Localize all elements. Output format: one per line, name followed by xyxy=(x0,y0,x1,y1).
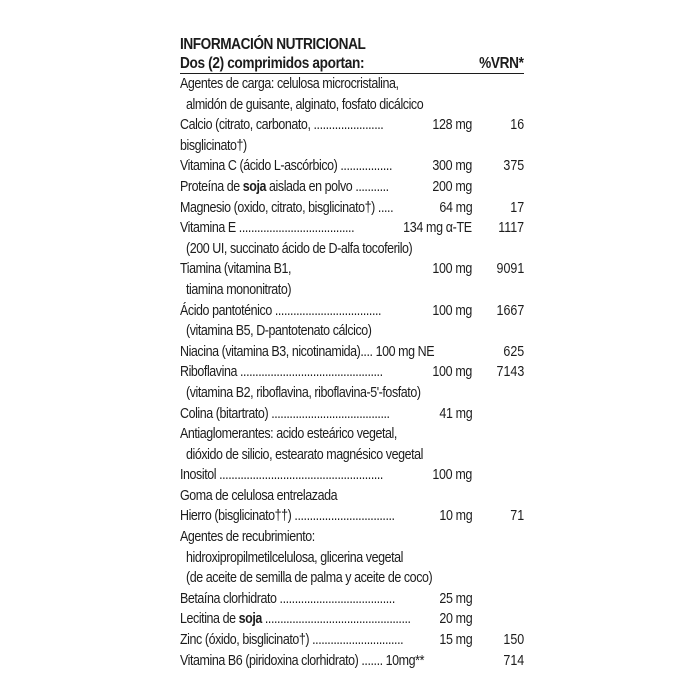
nutrient-label xyxy=(180,177,389,198)
nutrient-label-cont: tiamina mononitrato) xyxy=(186,281,292,298)
nutrient-label: Hierro (bisglicinato††) ................................. xyxy=(180,508,395,525)
nutrient-row xyxy=(180,651,524,672)
nutrient-label-cont: bisglicinato†) xyxy=(180,137,247,154)
label-part: Lecitina de xyxy=(180,611,239,628)
panel-title: INFORMACIÓN NUTRICIONAL xyxy=(180,36,366,53)
nutrient-label: Niacina (vitamina B3, nicotinamida).... 100 mg NE xyxy=(180,343,435,360)
allergen-highlight: soja xyxy=(238,611,262,628)
nutrient-amount: 128 mg xyxy=(432,117,472,134)
nutrient-row xyxy=(180,342,524,363)
nutrient-amount: 200 mg xyxy=(432,178,472,195)
nutrient-amount: 100 mg xyxy=(432,302,472,319)
nutrient-row xyxy=(180,486,524,507)
nutrient-row xyxy=(180,527,524,589)
nutrient-label: Agentes de carga: celulosa microcristalina, xyxy=(180,76,399,92)
nutrient-label: Vitamina B6 (piridoxina clorhidrato) ....... 10mg** xyxy=(180,652,424,669)
nutrient-label: Zinc (óxido, bisglicinato†) .............................. xyxy=(180,632,404,649)
label-part: aislada en polvo ........... xyxy=(266,178,389,195)
nutrient-amount: 100 mg xyxy=(432,364,472,381)
nutrient-row xyxy=(180,259,524,300)
nutrient-row xyxy=(180,301,524,342)
nutrient-vrn: 16 xyxy=(510,117,524,134)
nutrient-row xyxy=(180,74,524,115)
nutrient-amount: 300 mg xyxy=(432,158,472,175)
nutrient-row xyxy=(180,609,524,630)
nutrient-vrn: 7143 xyxy=(496,364,524,381)
nutrient-vrn: 150 xyxy=(503,632,524,649)
nutrient-label: Betaína clorhidrato ...................................... xyxy=(180,590,395,607)
nutrient-amount: 134 mg α-TE xyxy=(403,220,472,237)
nutrient-amount: 10 mg xyxy=(439,508,472,525)
nutrient-label-cont: (de aceite de semilla de palma y aceite de coco) xyxy=(186,570,433,587)
nutrient-label: Calcio (citrato, carbonato, ....................... xyxy=(180,117,384,134)
nutrient-row xyxy=(180,506,524,527)
nutrient-label: Magnesio (oxido, citrato, bisglicinato†) ..... xyxy=(180,199,394,216)
panel-subheader xyxy=(180,54,524,73)
nutrient-row xyxy=(180,156,524,177)
serving-label: Dos (2) comprimidos aportan: xyxy=(180,55,365,72)
nutrient-row xyxy=(180,630,524,651)
nutrient-row xyxy=(180,589,524,610)
nutrient-vrn: 1117 xyxy=(498,220,524,237)
nutrient-row xyxy=(180,362,524,403)
nutrient-vrn: 375 xyxy=(503,158,524,175)
nutrient-vrn: 9091 xyxy=(496,261,524,278)
nutrient-row xyxy=(180,115,524,156)
nutrient-row xyxy=(180,424,524,465)
nutrient-vrn: 17 xyxy=(510,199,524,216)
nutrient-amount: 100 mg xyxy=(432,467,472,484)
nutrient-vrn: 71 xyxy=(510,508,524,525)
label-part: ................................................ xyxy=(261,611,411,628)
nutrient-label: Ácido pantoténico ................................... xyxy=(180,302,382,319)
nutrient-label: Goma de celulosa entrelazada xyxy=(180,487,338,504)
nutrient-vrn: 714 xyxy=(503,652,524,669)
nutrient-row xyxy=(180,465,524,486)
nutrient-label: Agentes de recubrimiento: xyxy=(180,529,315,546)
nutrient-label-cont: (vitamina B2, riboflavina, riboflavina-5'-fosfato) xyxy=(186,384,421,401)
label-part: Proteína de xyxy=(180,178,243,195)
nutrient-label: Tiamina (vitamina B1, xyxy=(180,261,292,278)
nutrient-label-cont: (vitamina B5, D-pantotenato cálcico) xyxy=(186,323,372,340)
nutrient-label xyxy=(180,609,411,630)
nutrient-label: Colina (bitartrato) ....................................... xyxy=(180,405,390,422)
nutrient-label: Antiaglomerantes: acido esteárico vegetal, xyxy=(180,426,397,443)
nutrient-vrn: 1667 xyxy=(496,302,524,319)
nutrient-row xyxy=(180,198,524,219)
nutrient-label-cont: dióxido de silicio, estearato magnésico vegetal xyxy=(186,446,423,463)
nutrient-amount: 64 mg xyxy=(439,199,472,216)
nutrient-amount: 25 mg xyxy=(439,590,472,607)
nutrient-row xyxy=(180,404,524,425)
nutrient-label: Vitamina E ...................................... xyxy=(180,220,355,237)
vrn-header: %VRN* xyxy=(479,55,524,72)
nutrient-amount: 100 mg xyxy=(432,261,472,278)
nutrition-panel xyxy=(180,36,524,671)
allergen-highlight: soja xyxy=(242,178,267,195)
nutrient-label: Inositol ...................................................... xyxy=(180,467,383,484)
nutrient-row xyxy=(180,177,524,198)
nutrient-amount: 15 mg xyxy=(439,632,472,649)
nutrient-amount: 41 mg xyxy=(439,405,472,422)
nutrient-label-cont: almidón de guisante, alginato, fosfato dicálcico xyxy=(186,96,424,113)
nutrient-amount: 20 mg xyxy=(439,611,472,628)
nutrient-label-cont: (200 UI, succinato ácido de D-alfa tocoferilo) xyxy=(186,240,413,257)
nutrient-vrn: 625 xyxy=(503,343,524,360)
nutrient-label-cont: hidroxipropilmetilcelulosa, glicerina vegetal xyxy=(186,549,404,566)
nutrient-label: Vitamina C (ácido L-ascórbico) ................. xyxy=(180,158,392,175)
nutrient-label: Riboflavina ............................................... xyxy=(180,364,383,381)
nutrient-row xyxy=(180,218,524,259)
